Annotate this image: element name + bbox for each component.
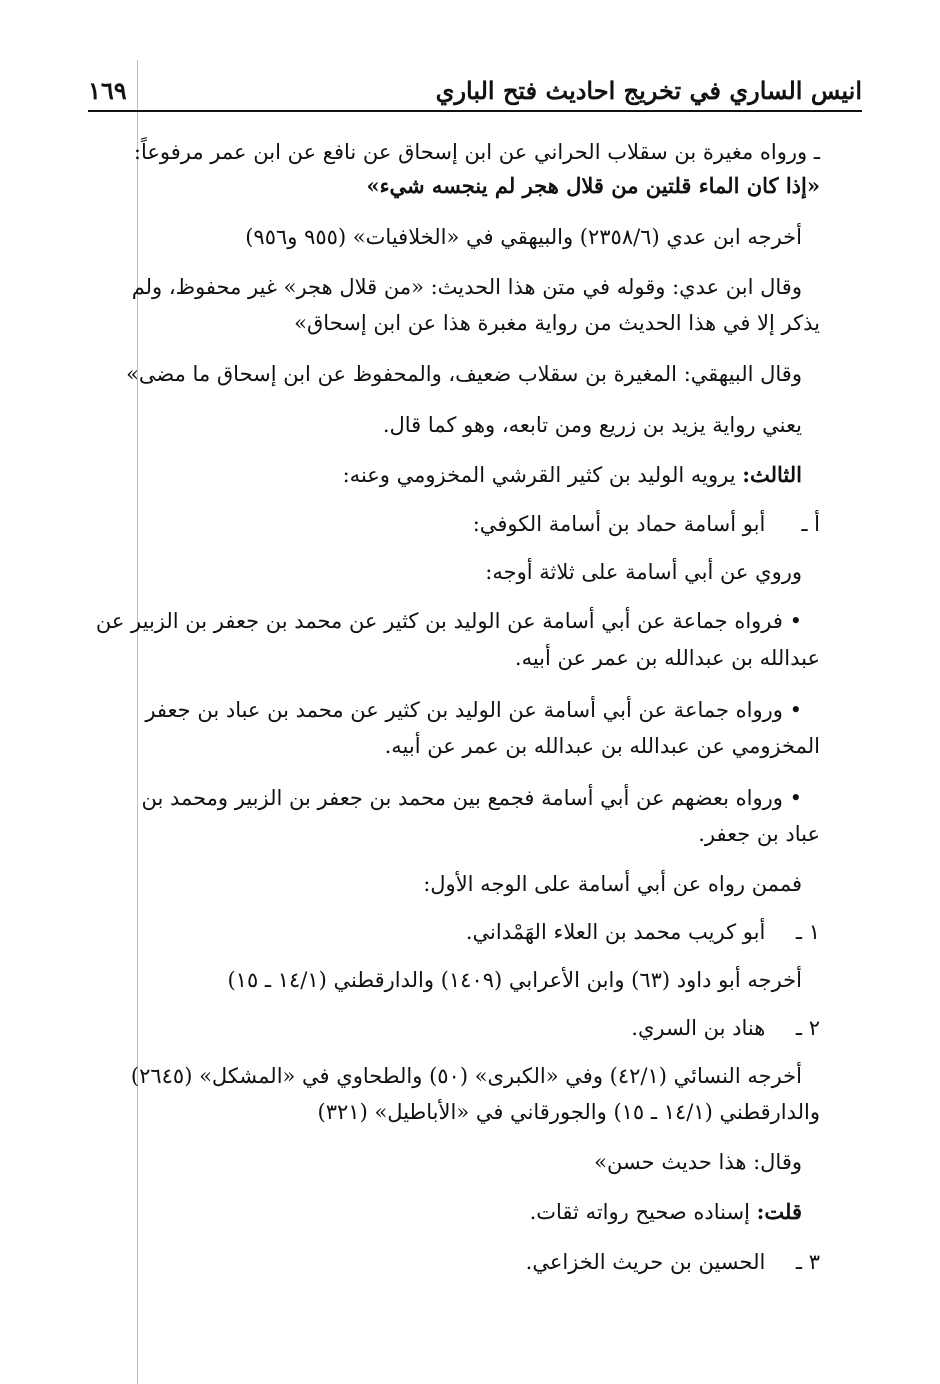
page-header — [88, 70, 862, 112]
note-label: قلت: — [756, 1199, 802, 1224]
list-text: هناد بن السري. — [631, 1016, 766, 1040]
text-line: أخرجه النسائي (٤٢/١) وفي «الكبرى» (٥٠) والطحاوي في «المشكل» (٢٦٤٥) — [130, 1064, 802, 1088]
text-line: عبدالله بن عبدالله بن عمر عن أبيه. — [514, 646, 820, 670]
text-line: وقال: هذا حديث حسن» — [594, 1150, 802, 1174]
list-item — [95, 1013, 820, 1043]
text-line: والدارقطني (١٤/١ ـ ١٥) والجورقاني في «الأباطيل» (٣٢١) — [317, 1100, 820, 1124]
list-marker: ٣ ـ — [795, 1250, 820, 1274]
list-item — [95, 509, 820, 539]
list-marker: ٢ ـ — [795, 1016, 820, 1040]
note-text: إسناده صحيح رواته ثقات. — [529, 1200, 750, 1224]
bullet-line: • ورواه جماعة عن أبي أسامة عن الوليد بن كثير عن محمد بن عباد بن جعفر — [145, 698, 802, 722]
note-line — [95, 1197, 802, 1227]
list-text: الحسين بن حريث الخزاعي. — [525, 1250, 766, 1274]
bullet-line: • فرواه جماعة عن أبي أسامة عن الوليد بن كثير عن محمد بن جعفر بن الزبير عن — [95, 609, 802, 633]
text-line: المخزومي عن عبدالله بن عبدالله بن عمر عن أبيه. — [384, 734, 820, 758]
section-line — [95, 460, 802, 490]
list-marker: أ ـ — [801, 512, 820, 536]
text-line: يعني رواية يزيد بن زريع ومن تابعه، وهو كما قال. — [382, 413, 802, 437]
list-text: أبو أسامة حماد بن أسامة الكوفي: — [472, 512, 766, 536]
running-title: انيس الساري في تخريج احاديث فتح الباري — [435, 76, 862, 105]
hadith-text: «إذا كان الماء قلتين من قلال هجر لم ينجسه شيء» — [366, 173, 820, 198]
text-line: أخرجه أبو داود (٦٣) وابن الأعرابي (١٤٠٩) والدارقطني (١٤/١ ـ ١٥) — [227, 968, 802, 992]
list-item — [95, 917, 820, 947]
page-number: ١٦٩ — [88, 76, 127, 105]
section-text: يرويه الوليد بن كثير القرشي المخزومي وعنه: — [342, 463, 736, 487]
list-text: أبو كريب محمد بن العلاء الهَمْداني. — [465, 920, 766, 944]
list-item — [95, 1247, 820, 1277]
text-line: وقال ابن عدي: وقوله في متن هذا الحديث: «من قلال هجر» غير محفوظ، ولم — [131, 275, 802, 299]
text-line: فممن رواه عن أبي أسامة على الوجه الأول: — [423, 872, 802, 896]
text-line: أخرجه ابن عدي (٢٣٥٨/٦) والبيهقي في «الخلافيات» (٩٥٥ و٩٥٦) — [245, 225, 802, 249]
text-line: وقال البيهقي: المغيرة بن سقلاب ضعيف، والمحفوظ عن ابن إسحاق ما مضى» — [126, 362, 802, 386]
text-line: عباد بن جعفر. — [698, 822, 820, 846]
bullet-line: • ورواه بعضهم عن أبي أسامة فجمع بين محمد بن جعفر بن الزبير ومحمد بن — [141, 786, 802, 810]
list-marker: ١ ـ — [795, 920, 820, 944]
section-label: الثالث: — [742, 462, 802, 487]
text-line: وروي عن أبي أسامة على ثلاثة أوجه: — [485, 560, 802, 584]
text-line: ـ ورواه مغيرة بن سقلاب الحراني عن ابن إسحاق عن نافع عن ابن عمر مرفوعاً: — [133, 140, 820, 164]
text-line: يذكر إلا في هذا الحديث من رواية مغبرة هذا عن ابن إسحاق» — [294, 311, 820, 335]
